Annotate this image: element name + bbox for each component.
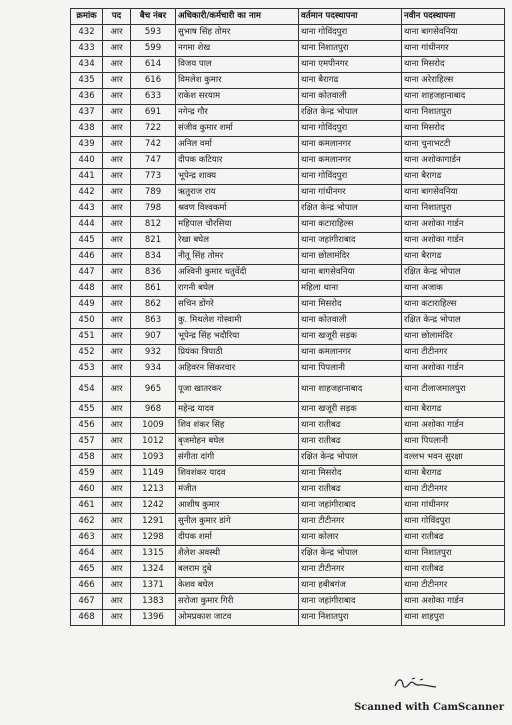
cell-post: आर bbox=[103, 466, 131, 482]
header-post: पद bbox=[103, 9, 131, 25]
cell-post: आर bbox=[103, 57, 131, 73]
cell-serial-number: 442 bbox=[71, 185, 103, 201]
cell-serial-number: 468 bbox=[71, 610, 103, 626]
cell-new-posting: थाना छोलामंदिर bbox=[402, 329, 505, 345]
table-row bbox=[71, 105, 505, 121]
cell-post: आर bbox=[103, 137, 131, 153]
cell-badge-number: 965 bbox=[131, 377, 176, 402]
cell-serial-number: 445 bbox=[71, 233, 103, 249]
table-row bbox=[71, 377, 505, 402]
cell-serial-number: 440 bbox=[71, 153, 103, 169]
cell-officer-name: प्रियंका त्रिपाठी bbox=[176, 345, 299, 361]
table-row bbox=[71, 73, 505, 89]
cell-officer-name: सचिन डोंगरे bbox=[176, 297, 299, 313]
header-serial-number: क्रमांक bbox=[71, 9, 103, 25]
table-row bbox=[71, 121, 505, 137]
cell-post: आर bbox=[103, 498, 131, 514]
cell-post: आर bbox=[103, 418, 131, 434]
cell-serial-number: 443 bbox=[71, 201, 103, 217]
cell-serial-number: 446 bbox=[71, 249, 103, 265]
cell-new-posting: थाना गोविंदपुरा bbox=[402, 514, 505, 530]
cell-badge-number: 932 bbox=[131, 345, 176, 361]
cell-serial-number: 452 bbox=[71, 345, 103, 361]
header-current-posting: वर्तमान पदस्थापना bbox=[299, 9, 402, 25]
cell-new-posting: थाना अशोका गार्डन bbox=[402, 233, 505, 249]
cell-badge-number: 691 bbox=[131, 105, 176, 121]
cell-badge-number: 836 bbox=[131, 265, 176, 281]
cell-post: आर bbox=[103, 377, 131, 402]
cell-officer-name: सुभाष सिंह तोमर bbox=[176, 25, 299, 41]
cell-new-posting: थाना शाहपुरा bbox=[402, 610, 505, 626]
cell-post: आर bbox=[103, 185, 131, 201]
cell-serial-number: 448 bbox=[71, 281, 103, 297]
table-row bbox=[71, 57, 505, 73]
table-row bbox=[71, 153, 505, 169]
cell-badge-number: 1213 bbox=[131, 482, 176, 498]
cell-serial-number: 444 bbox=[71, 217, 103, 233]
cell-badge-number: 742 bbox=[131, 137, 176, 153]
cell-post: आर bbox=[103, 329, 131, 345]
cell-badge-number: 633 bbox=[131, 89, 176, 105]
cell-current-posting: थाना बागसेवनिया bbox=[299, 265, 402, 281]
cell-current-posting: थाना निशातपुरा bbox=[299, 610, 402, 626]
cell-badge-number: 1383 bbox=[131, 594, 176, 610]
cell-new-posting: थाना पिपलानी bbox=[402, 434, 505, 450]
cell-badge-number: 821 bbox=[131, 233, 176, 249]
cell-officer-name: सरोजा कुमार गिरी bbox=[176, 594, 299, 610]
watermark-text: Scanned with CamScanner bbox=[354, 702, 504, 713]
cell-post: आर bbox=[103, 313, 131, 329]
cell-post: आर bbox=[103, 361, 131, 377]
cell-officer-name: नगमा शेख bbox=[176, 41, 299, 57]
cell-post: आर bbox=[103, 514, 131, 530]
cell-post: आर bbox=[103, 297, 131, 313]
cell-officer-name: अहिवरन सिंकरवार bbox=[176, 361, 299, 377]
cell-new-posting: थाना अशोका गार्डन bbox=[402, 594, 505, 610]
cell-serial-number: 457 bbox=[71, 434, 103, 450]
cell-current-posting: थाना बैरागढ bbox=[299, 73, 402, 89]
cell-serial-number: 447 bbox=[71, 265, 103, 281]
cell-serial-number: 449 bbox=[71, 297, 103, 313]
cell-serial-number: 434 bbox=[71, 57, 103, 73]
cell-new-posting: थाना बैरागढ bbox=[402, 249, 505, 265]
table-row bbox=[71, 89, 505, 105]
cell-new-posting: थाना बागसेवनिया bbox=[402, 25, 505, 41]
cell-current-posting: थाना कटाराहिल्स bbox=[299, 217, 402, 233]
cell-current-posting: थाना गांधीनगर bbox=[299, 185, 402, 201]
cell-officer-name: संगीता दांगी bbox=[176, 450, 299, 466]
table-row bbox=[71, 610, 505, 626]
cell-officer-name: महिपाल चौरसिया bbox=[176, 217, 299, 233]
cell-current-posting: रक्षित केन्द्र भोपाल bbox=[299, 201, 402, 217]
cell-badge-number: 773 bbox=[131, 169, 176, 185]
cell-officer-name: नगेन्द्र गौर bbox=[176, 105, 299, 121]
cell-post: आर bbox=[103, 217, 131, 233]
cell-officer-name: आशीष कुमार bbox=[176, 498, 299, 514]
cell-officer-name: बृजमोहन बघेल bbox=[176, 434, 299, 450]
cell-badge-number: 812 bbox=[131, 217, 176, 233]
cell-post: आर bbox=[103, 450, 131, 466]
cell-officer-name: अश्विनी कुमार चतुर्वेदी bbox=[176, 265, 299, 281]
table-row bbox=[71, 185, 505, 201]
table-row bbox=[71, 217, 505, 233]
cell-current-posting: रक्षित केन्द्र भोपाल bbox=[299, 546, 402, 562]
cell-badge-number: 1371 bbox=[131, 578, 176, 594]
cell-badge-number: 1396 bbox=[131, 610, 176, 626]
cell-new-posting: थाना बैरागढ bbox=[402, 169, 505, 185]
cell-serial-number: 455 bbox=[71, 402, 103, 418]
cell-serial-number: 439 bbox=[71, 137, 103, 153]
table-row bbox=[71, 313, 505, 329]
cell-officer-name: रेखा बघेल bbox=[176, 233, 299, 249]
cell-officer-name: राकेश सरयाम bbox=[176, 89, 299, 105]
cell-badge-number: 834 bbox=[131, 249, 176, 265]
cell-post: आर bbox=[103, 89, 131, 105]
cell-serial-number: 433 bbox=[71, 41, 103, 57]
cell-officer-name: शिव शंकर सिंह bbox=[176, 418, 299, 434]
cell-new-posting: थाना निशातपुरा bbox=[402, 105, 505, 121]
cell-new-posting: थाना रातीबढ bbox=[402, 562, 505, 578]
cell-post: आर bbox=[103, 610, 131, 626]
cell-serial-number: 467 bbox=[71, 594, 103, 610]
cell-officer-name: संजीव कुमार शर्मा bbox=[176, 121, 299, 137]
header-officer-name: अधिकारी/कर्मचारी का नाम bbox=[176, 9, 299, 25]
cell-serial-number: 459 bbox=[71, 466, 103, 482]
cell-badge-number: 934 bbox=[131, 361, 176, 377]
cell-new-posting: थाना बैरागढ bbox=[402, 402, 505, 418]
cell-new-posting: थाना शाहजहानाबाद bbox=[402, 89, 505, 105]
cell-badge-number: 1012 bbox=[131, 434, 176, 450]
cell-officer-name: दीपक कटियार bbox=[176, 153, 299, 169]
cell-post: आर bbox=[103, 41, 131, 57]
cell-badge-number: 1093 bbox=[131, 450, 176, 466]
cell-current-posting: थाना कोतवाली bbox=[299, 313, 402, 329]
table-row bbox=[71, 169, 505, 185]
cell-current-posting: थाना मिसरोद bbox=[299, 466, 402, 482]
cell-badge-number: 747 bbox=[131, 153, 176, 169]
table-row bbox=[71, 345, 505, 361]
table-row bbox=[71, 578, 505, 594]
cell-current-posting: थाना जहांगीराबाद bbox=[299, 233, 402, 249]
cell-post: आर bbox=[103, 482, 131, 498]
cell-current-posting: थाना खजूरी सड़क bbox=[299, 402, 402, 418]
cell-officer-name: पूजा खातरकर bbox=[176, 377, 299, 402]
cell-post: आर bbox=[103, 169, 131, 185]
cell-post: आर bbox=[103, 73, 131, 89]
cell-new-posting: थाना मिसरोद bbox=[402, 121, 505, 137]
cell-new-posting: थाना अरेराहिल्स bbox=[402, 73, 505, 89]
cell-new-posting: थाना टीटीनगर bbox=[402, 578, 505, 594]
cell-current-posting: थाना निशातपुरा bbox=[299, 41, 402, 57]
cell-badge-number: 907 bbox=[131, 329, 176, 345]
table-row bbox=[71, 546, 505, 562]
table-row bbox=[71, 498, 505, 514]
cell-new-posting: थाना बैरागढ bbox=[402, 466, 505, 482]
cell-new-posting: वल्लभ भवन सुरक्षा bbox=[402, 450, 505, 466]
cell-new-posting: थाना अशोका गार्डन bbox=[402, 361, 505, 377]
cell-new-posting: रक्षित केन्द्र भोपाल bbox=[402, 265, 505, 281]
cell-new-posting: थाना चुनाभटटी bbox=[402, 137, 505, 153]
cell-serial-number: 458 bbox=[71, 450, 103, 466]
table-row bbox=[71, 562, 505, 578]
cell-current-posting: थाना रातीबढ bbox=[299, 434, 402, 450]
cell-new-posting: थाना टीटीनगर bbox=[402, 482, 505, 498]
table-row bbox=[71, 514, 505, 530]
table-row bbox=[71, 25, 505, 41]
cell-post: आर bbox=[103, 434, 131, 450]
cell-current-posting: थाना गोविंदपुरा bbox=[299, 169, 402, 185]
table-row bbox=[71, 418, 505, 434]
header-new-posting: नवीन पदस्थापना bbox=[402, 9, 505, 25]
cell-officer-name: ऋतुराज राय bbox=[176, 185, 299, 201]
cell-officer-name: अनिल वर्मा bbox=[176, 137, 299, 153]
cell-officer-name: शिवशंकर यादव bbox=[176, 466, 299, 482]
cell-officer-name: कु. मिथलेश गोस्वामी bbox=[176, 313, 299, 329]
cell-current-posting: थाना जहांगीराबाद bbox=[299, 498, 402, 514]
cell-serial-number: 461 bbox=[71, 498, 103, 514]
cell-new-posting: थाना मिसरोद bbox=[402, 57, 505, 73]
cell-serial-number: 465 bbox=[71, 562, 103, 578]
cell-post: आर bbox=[103, 402, 131, 418]
cell-officer-name: शैलेश अवस्थी bbox=[176, 546, 299, 562]
cell-current-posting: थाना गोविंदपुरा bbox=[299, 121, 402, 137]
cell-current-posting: थाना शाहजहानाबाद bbox=[299, 377, 402, 402]
cell-serial-number: 453 bbox=[71, 361, 103, 377]
cell-new-posting: थाना बागसेवनिया bbox=[402, 185, 505, 201]
table-row bbox=[71, 450, 505, 466]
cell-current-posting: थाना टीटीनगर bbox=[299, 514, 402, 530]
table-row bbox=[71, 361, 505, 377]
cell-serial-number: 437 bbox=[71, 105, 103, 121]
cell-officer-name: श्रवण विश्वकर्मा bbox=[176, 201, 299, 217]
cell-officer-name: रागनी बघेल bbox=[176, 281, 299, 297]
cell-current-posting: थाना टीटीनगर bbox=[299, 562, 402, 578]
cell-serial-number: 466 bbox=[71, 578, 103, 594]
cell-post: आर bbox=[103, 233, 131, 249]
cell-post: आर bbox=[103, 345, 131, 361]
cell-officer-name: भूपेन्द्र सिंह भदौरिया bbox=[176, 329, 299, 345]
cell-officer-name: विमलेश कुमार bbox=[176, 73, 299, 89]
cell-current-posting: थाना कमलानगर bbox=[299, 153, 402, 169]
cell-badge-number: 798 bbox=[131, 201, 176, 217]
table-row bbox=[71, 434, 505, 450]
cell-current-posting: थाना कमलानगर bbox=[299, 137, 402, 153]
cell-serial-number: 450 bbox=[71, 313, 103, 329]
cell-post: आर bbox=[103, 201, 131, 217]
cell-new-posting: थाना टीलाजमालपुरा bbox=[402, 377, 505, 402]
cell-badge-number: 1291 bbox=[131, 514, 176, 530]
header-badge-number: बैच नंबर bbox=[131, 9, 176, 25]
cell-post: आर bbox=[103, 121, 131, 137]
cell-post: आर bbox=[103, 25, 131, 41]
cell-new-posting: थाना टीटीनगर bbox=[402, 345, 505, 361]
cell-post: आर bbox=[103, 153, 131, 169]
table-row bbox=[71, 137, 505, 153]
cell-current-posting: थाना हबीबगंज bbox=[299, 578, 402, 594]
cell-new-posting: थाना कटाराहिल्स bbox=[402, 297, 505, 313]
cell-current-posting: थाना मिसरोद bbox=[299, 297, 402, 313]
table-row bbox=[71, 233, 505, 249]
table-row bbox=[71, 482, 505, 498]
cell-badge-number: 1242 bbox=[131, 498, 176, 514]
table-row bbox=[71, 530, 505, 546]
cell-current-posting: थाना रातीबढ bbox=[299, 482, 402, 498]
cell-serial-number: 435 bbox=[71, 73, 103, 89]
signature-mark bbox=[392, 674, 440, 692]
table-row bbox=[71, 201, 505, 217]
cell-officer-name: मंजीत bbox=[176, 482, 299, 498]
cell-badge-number: 862 bbox=[131, 297, 176, 313]
cell-badge-number: 616 bbox=[131, 73, 176, 89]
cell-serial-number: 438 bbox=[71, 121, 103, 137]
cell-officer-name: सुनील कुमार डांगे bbox=[176, 514, 299, 530]
cell-post: आर bbox=[103, 530, 131, 546]
cell-serial-number: 462 bbox=[71, 514, 103, 530]
cell-new-posting: थाना अशोका गार्डन bbox=[402, 217, 505, 233]
table-row bbox=[71, 466, 505, 482]
cell-serial-number: 436 bbox=[71, 89, 103, 105]
cell-officer-name: भूपेन्द्र शाक्य bbox=[176, 169, 299, 185]
cell-badge-number: 789 bbox=[131, 185, 176, 201]
table-row bbox=[71, 402, 505, 418]
cell-new-posting: थाना निशातपुरा bbox=[402, 201, 505, 217]
cell-post: आर bbox=[103, 546, 131, 562]
transfer-list-sheet bbox=[70, 8, 504, 626]
cell-current-posting: महिला थाना bbox=[299, 281, 402, 297]
cell-current-posting: थाना गोविंदपुरा bbox=[299, 25, 402, 41]
cell-badge-number: 1298 bbox=[131, 530, 176, 546]
cell-badge-number: 599 bbox=[131, 41, 176, 57]
cell-current-posting: थाना पिपलानी bbox=[299, 361, 402, 377]
cell-officer-name: दीपक शर्मा bbox=[176, 530, 299, 546]
cell-post: आर bbox=[103, 562, 131, 578]
table-row bbox=[71, 41, 505, 57]
table-row bbox=[71, 265, 505, 281]
cell-serial-number: 432 bbox=[71, 25, 103, 41]
cell-post: आर bbox=[103, 578, 131, 594]
cell-post: आर bbox=[103, 249, 131, 265]
cell-current-posting: थाना एमपीनगर bbox=[299, 57, 402, 73]
cell-badge-number: 1009 bbox=[131, 418, 176, 434]
cell-badge-number: 1315 bbox=[131, 546, 176, 562]
cell-new-posting: थाना अजाक bbox=[402, 281, 505, 297]
cell-badge-number: 1324 bbox=[131, 562, 176, 578]
header-row bbox=[71, 9, 505, 25]
table-row bbox=[71, 249, 505, 265]
cell-new-posting: थाना रातीबढ bbox=[402, 530, 505, 546]
table-row bbox=[71, 281, 505, 297]
cell-post: आर bbox=[103, 265, 131, 281]
cell-badge-number: 968 bbox=[131, 402, 176, 418]
table-row bbox=[71, 297, 505, 313]
cell-serial-number: 460 bbox=[71, 482, 103, 498]
cell-current-posting: रक्षित केन्द्र भोपाल bbox=[299, 105, 402, 121]
cell-current-posting: थाना छोलामंदिर bbox=[299, 249, 402, 265]
cell-officer-name: विजय पाल bbox=[176, 57, 299, 73]
cell-badge-number: 861 bbox=[131, 281, 176, 297]
cell-badge-number: 593 bbox=[131, 25, 176, 41]
table-row bbox=[71, 594, 505, 610]
cell-serial-number: 463 bbox=[71, 530, 103, 546]
cell-badge-number: 722 bbox=[131, 121, 176, 137]
cell-serial-number: 441 bbox=[71, 169, 103, 185]
cell-post: आर bbox=[103, 105, 131, 121]
cell-serial-number: 456 bbox=[71, 418, 103, 434]
cell-officer-name: महेन्द्र यादव bbox=[176, 402, 299, 418]
cell-new-posting: थाना गांधीनगर bbox=[402, 498, 505, 514]
cell-current-posting: थाना कोलार bbox=[299, 530, 402, 546]
cell-current-posting: थाना कोतवाली bbox=[299, 89, 402, 105]
cell-badge-number: 614 bbox=[131, 57, 176, 73]
cell-officer-name: ओमप्रकाश जाटव bbox=[176, 610, 299, 626]
cell-badge-number: 1149 bbox=[131, 466, 176, 482]
transfer-table bbox=[70, 8, 505, 626]
cell-officer-name: केशव बघेल bbox=[176, 578, 299, 594]
cell-serial-number: 451 bbox=[71, 329, 103, 345]
cell-new-posting: थाना अशोका गार्डन bbox=[402, 418, 505, 434]
cell-officer-name: बलराम दुबे bbox=[176, 562, 299, 578]
cell-post: आर bbox=[103, 281, 131, 297]
cell-current-posting: थाना खजूरी सड़क bbox=[299, 329, 402, 345]
table-row bbox=[71, 329, 505, 345]
cell-post: आर bbox=[103, 594, 131, 610]
cell-new-posting: थाना अशोकागार्डन bbox=[402, 153, 505, 169]
cell-serial-number: 454 bbox=[71, 377, 103, 402]
cell-current-posting: थाना रातीबढ bbox=[299, 418, 402, 434]
cell-new-posting: थाना गांधीनगर bbox=[402, 41, 505, 57]
cell-current-posting: थाना कमलानगर bbox=[299, 345, 402, 361]
cell-current-posting: रक्षित केन्द्र भोपाल bbox=[299, 450, 402, 466]
cell-serial-number: 464 bbox=[71, 546, 103, 562]
cell-current-posting: थाना जहांगीराबाद bbox=[299, 594, 402, 610]
cell-new-posting: थाना निशातपुरा bbox=[402, 546, 505, 562]
cell-badge-number: 863 bbox=[131, 313, 176, 329]
cell-new-posting: रक्षित केन्द्र भोपाल bbox=[402, 313, 505, 329]
cell-officer-name: नीतू सिंह तोमर bbox=[176, 249, 299, 265]
